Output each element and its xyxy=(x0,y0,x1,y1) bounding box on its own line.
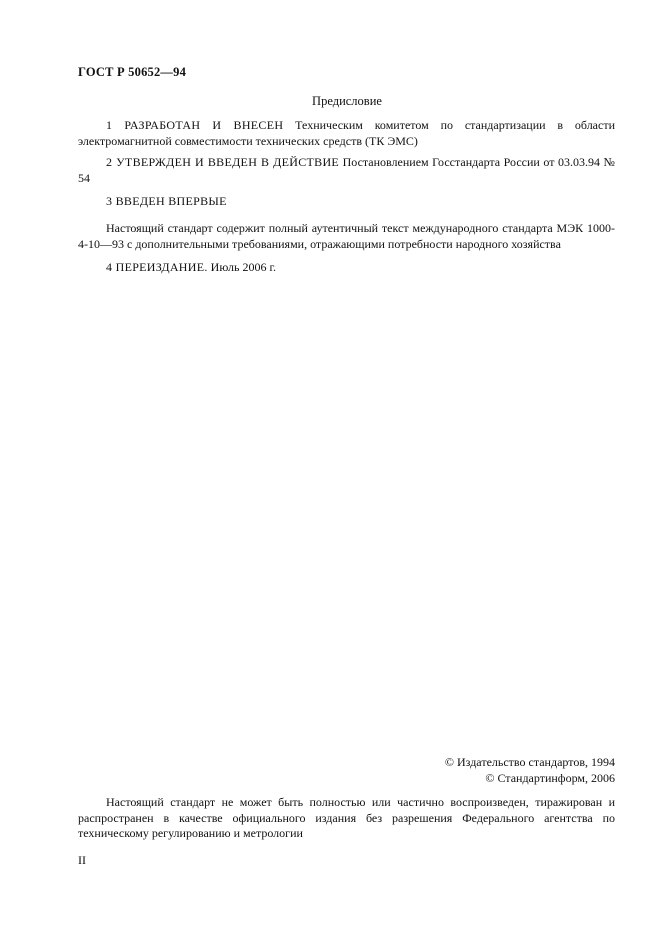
preface-item-2-lead: 2 УТВЕРЖДЕН И ВВЕДЕН В ДЕЙСТВИЕ xyxy=(106,155,340,169)
preface-item-4-text: Июль 2006 г. xyxy=(207,260,277,274)
preface-item-3 xyxy=(78,194,615,210)
reproduction-notice xyxy=(78,795,615,842)
preface-item-3-note xyxy=(78,221,615,252)
preface-item-3-lead: 3 ВВЕДЕН ВПЕРВЫЕ xyxy=(106,194,227,208)
preface-item-4 xyxy=(78,260,615,276)
copyright-line-1: © Издательство стандартов, 1994 xyxy=(444,755,615,769)
standard-code-header: ГОСТ Р 50652—94 xyxy=(78,65,187,79)
preface-item-1 xyxy=(78,118,615,149)
copyright-line-2: © Стандартинформ, 2006 xyxy=(485,770,615,785)
preface-item-1-text: Техническим комитетом по стандартизации в области электромагнитной совместимости технических средств (ТК ЭМС) xyxy=(78,118,616,148)
preface-item-4-lead: 4 ПЕРЕИЗДАНИЕ. xyxy=(106,260,208,274)
preface-item-3-note-text: Настоящий стандарт содержит полный аутентичный текст международного стандарта МЭК 1000-4-10—93 с дополнительными требованиями, отражающими потребности народного хозяйства xyxy=(78,221,615,251)
reproduction-notice-text: Настоящий стандарт не может быть полностью или частично воспроизведен, тиражирован и распространен в качестве официального издания без разрешения Федерального агентства по техническому регулированию и метрологии xyxy=(78,795,615,840)
page-number: II xyxy=(78,853,86,867)
preface-title: Предисловие xyxy=(312,94,382,108)
preface-item-2-text: Постановлением Госстандарта России от 03.03.94 № 54 xyxy=(78,155,615,185)
copyright-block xyxy=(445,755,615,786)
preface-item-2 xyxy=(78,155,615,186)
preface-item-1-lead: 1 РАЗРАБОТАН И ВНЕСЕН xyxy=(106,118,284,132)
